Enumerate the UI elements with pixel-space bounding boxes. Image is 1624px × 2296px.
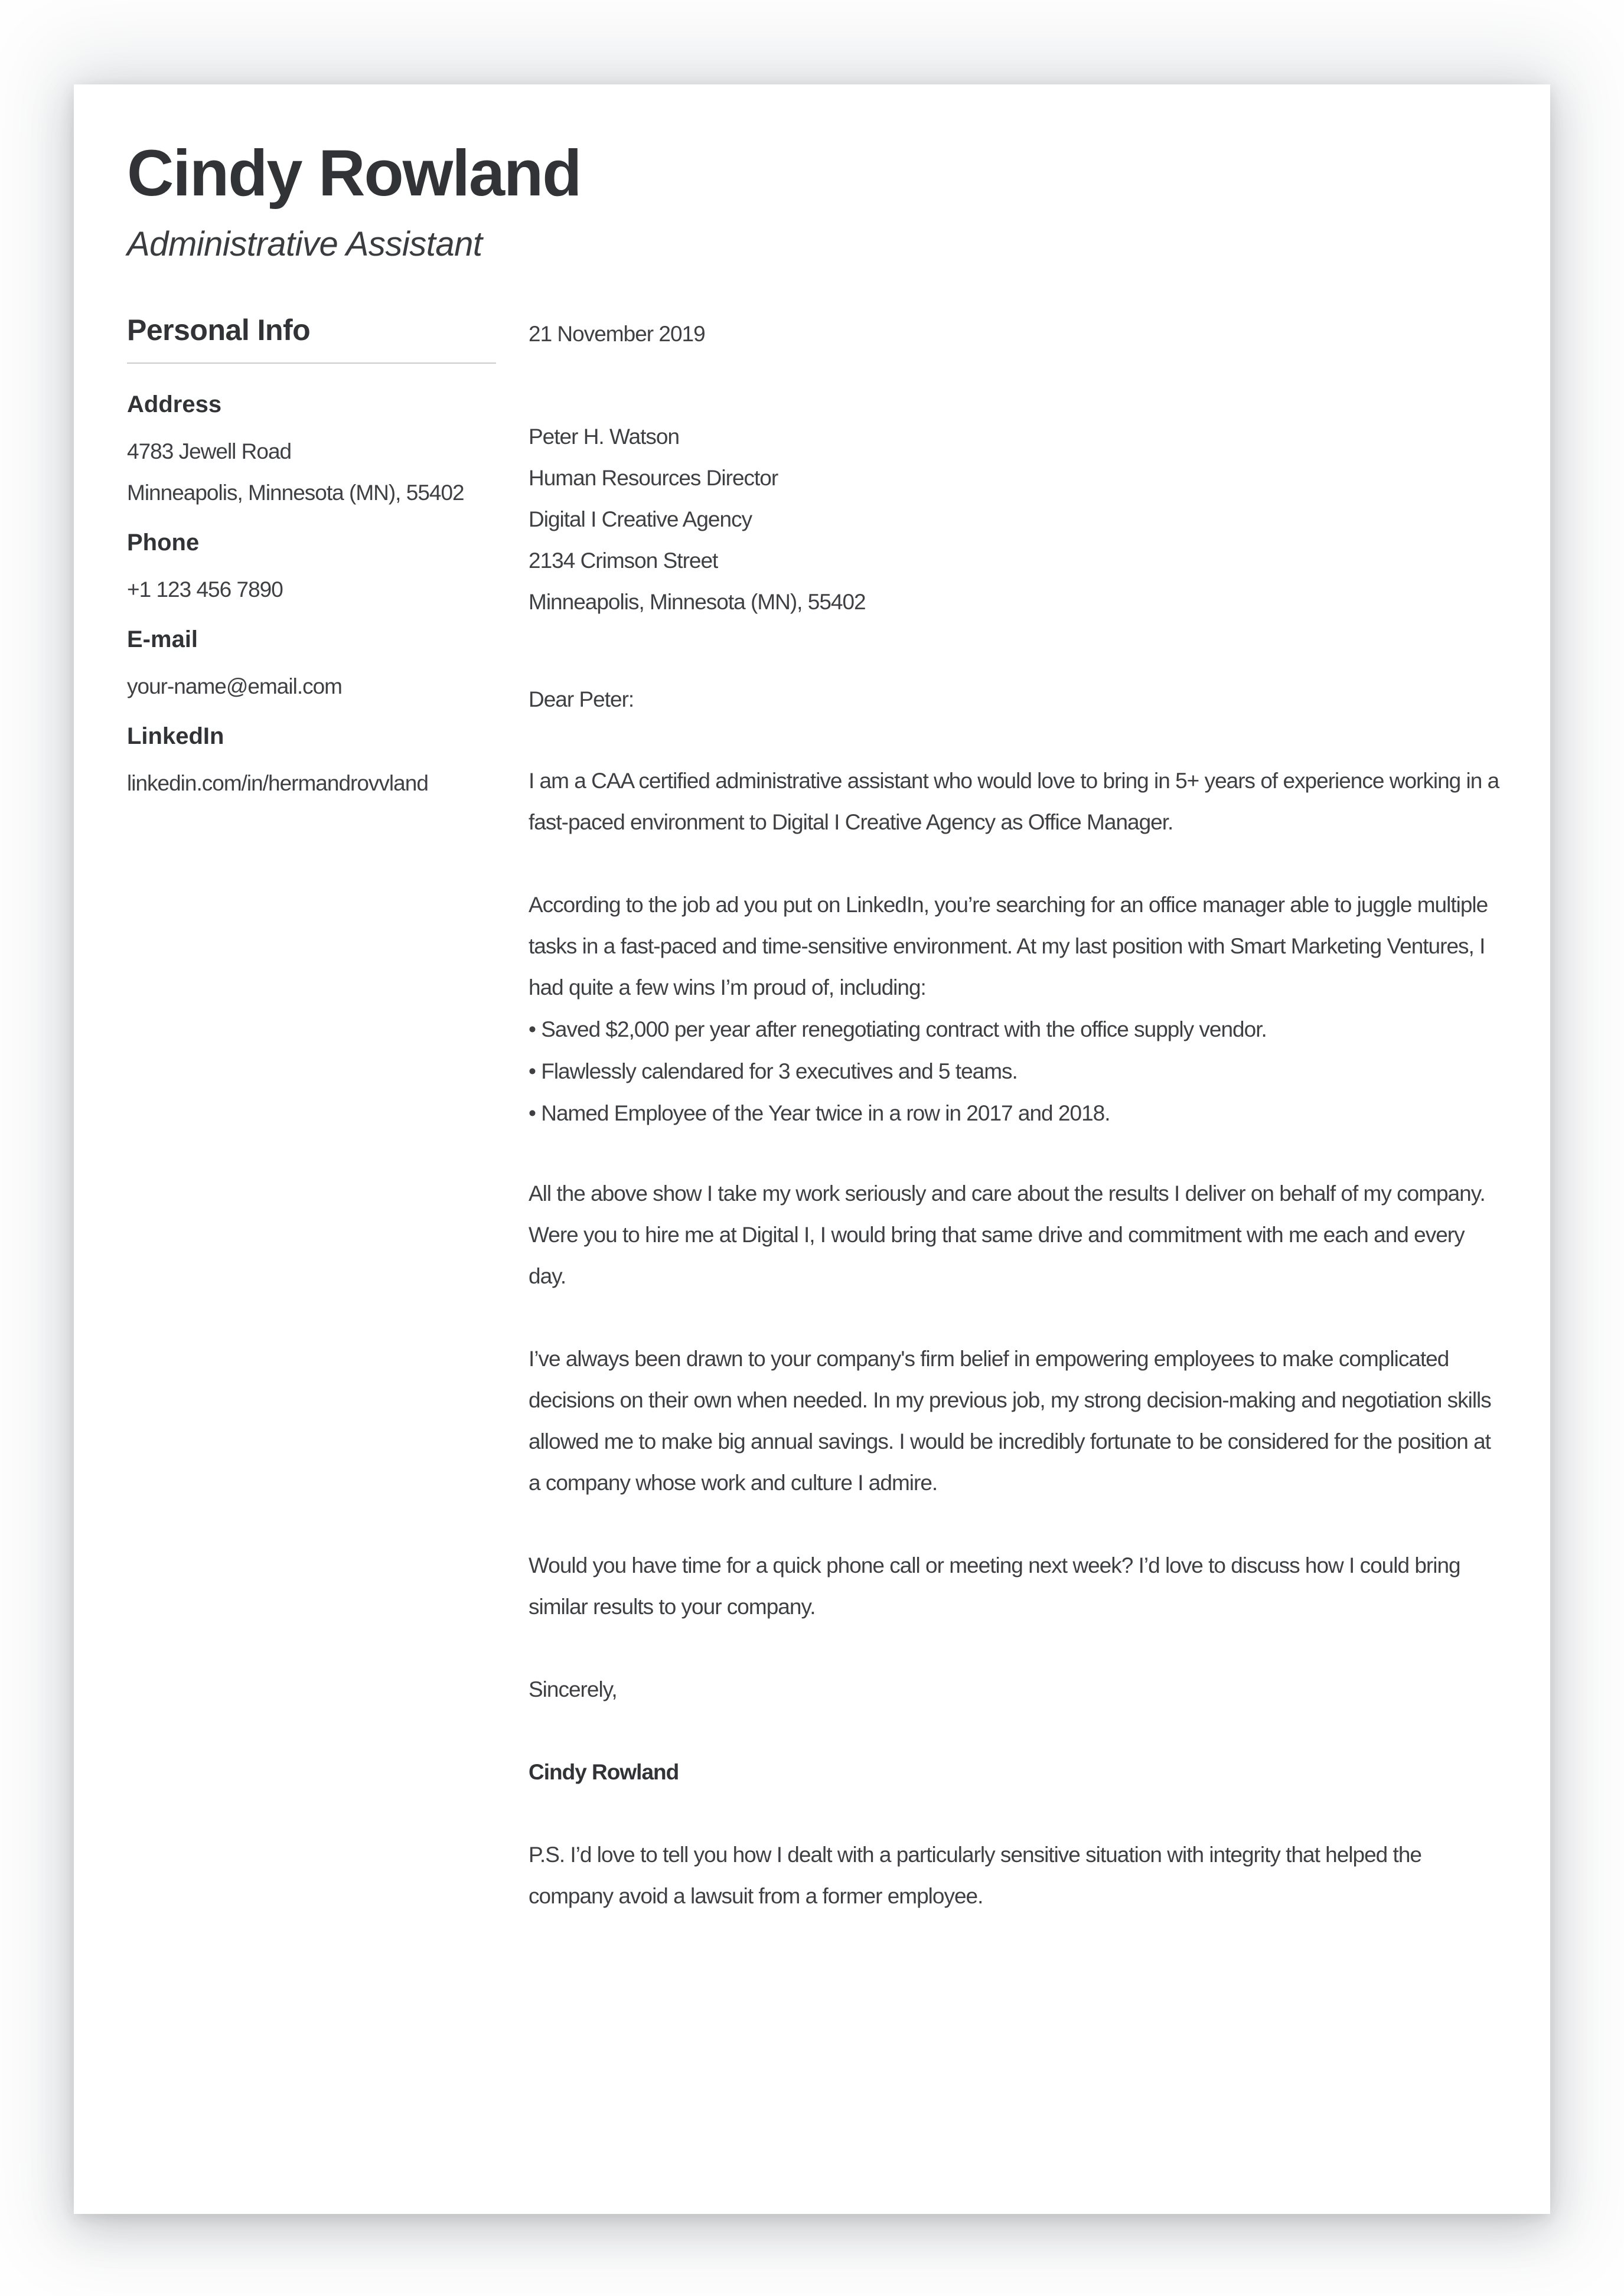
- recipient-title: Human Resources Director: [529, 466, 778, 490]
- paragraph-motivation: I’ve always been drawn to your company's firm belief in empowering employees to make complicated decisions on their own when needed. In my previous job, my strong decision-making and negotiation skills allowed me to make big annual savings. I would be incredibly fortunate to be considered for the position at a company whose work and culture I admire.: [529, 1347, 1491, 1495]
- candidate-name: Cindy Rowland: [127, 137, 581, 210]
- closing-line: Sincerely,: [529, 1677, 617, 1701]
- address-line: 4783 Jewell Road: [127, 439, 292, 463]
- achievement-item: • Named Employee of the Year twice in a row in 2017 and 2018.: [529, 1093, 1500, 1134]
- candidate-job-title: Administrative Assistant: [127, 225, 482, 263]
- paragraph-call-to-action: Would you have time for a quick phone call or meeting next week? I’d love to discuss how I could bring similar results to your company.: [529, 1553, 1460, 1619]
- paragraph-intro: I am a CAA certified administrative assistant who would love to bring in 5+ years of experience working in a fast-paced environment to Digital I Creative Agency as Office Manager.: [529, 769, 1499, 834]
- email-label: E-mail: [127, 626, 198, 652]
- achievement-list: [529, 1009, 1500, 1134]
- postscript: P.S. I’d love to tell you how I dealt with a particularly sensitive situation with integrity that helped the company avoid a lawsuit from a former employee.: [529, 1843, 1421, 1908]
- salutation: Dear Peter:: [529, 687, 634, 711]
- achievement-item: • Saved $2,000 per year after renegotiating contract with the office supply vendor.: [529, 1009, 1500, 1050]
- recipient-name: Peter H. Watson: [529, 424, 680, 449]
- linkedin-value: linkedin.com/in/hermandrovvland: [127, 771, 428, 795]
- sidebar-heading: Personal Info: [127, 313, 496, 364]
- signature-name: Cindy Rowland: [529, 1760, 679, 1784]
- sidebar-group-linkedin: [127, 721, 496, 804]
- recipient-street: 2134 Crimson Street: [529, 548, 718, 573]
- recipient-company: Digital I Creative Agency: [529, 507, 752, 531]
- address-line: Minneapolis, Minnesota (MN), 55402: [127, 481, 464, 505]
- phone-value: +1 123 456 7890: [127, 577, 283, 602]
- paragraph-body: According to the job ad you put on LinkedIn, you’re searching for an office manager able to juggle multiple tasks in a fast-paced and time-sensitive environment. At my last position with Smart Marketing Ventures, I had quite a few wins I’m proud of, including:: [529, 893, 1488, 1000]
- sidebar-group-phone: [127, 528, 496, 610]
- linkedin-label: LinkedIn: [127, 723, 224, 749]
- sidebar-group-address: [127, 390, 496, 514]
- recipient-city: Minneapolis, Minnesota (MN), 55402: [529, 590, 866, 614]
- letter-body-column: [529, 313, 1500, 1917]
- content-columns: [127, 313, 1500, 1917]
- phone-label: Phone: [127, 530, 200, 556]
- letter-date: 21 November 2019: [529, 322, 705, 346]
- personal-info-sidebar: [127, 313, 496, 1917]
- sidebar-group-email: [127, 625, 496, 707]
- letter-sheet: [74, 84, 1550, 2214]
- paragraph-results: All the above show I take my work seriously and care about the results I deliver on behalf of my company. Were you to hire me at Digital I, I would bring that same drive and commitment with me each and every day.: [529, 1181, 1485, 1288]
- achievement-item: • Flawlessly calendared for 3 executives and 5 teams.: [529, 1051, 1500, 1092]
- address-label: Address: [127, 391, 222, 417]
- recipient-block: [529, 416, 1500, 623]
- email-value: your-name@email.com: [127, 674, 343, 698]
